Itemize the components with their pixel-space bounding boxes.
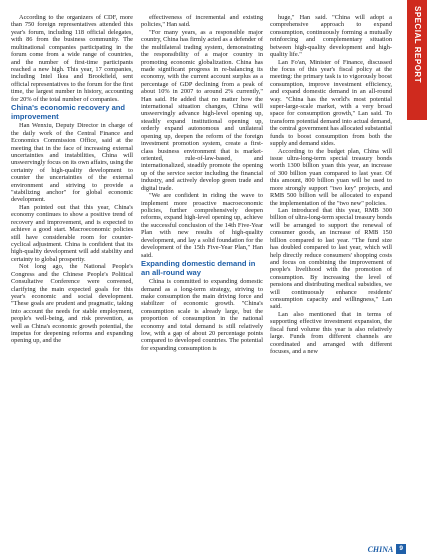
paragraph-group-2b <box>141 278 263 352</box>
col3-paragraph: Lan Fo'an, Minister of Finance, discussed the focus of this year's fiscal policy at the meeting: the primary task is to vigorously boost consumption, improve investment efficiency, and expand domestic demand in an all-round way. "China has the world's most potential super-large-scale market, with a very broad space for consumption growth," Lan said. To transform potential demand into actual demand, the central government has allocated substantial funds to boost consumption from both the supply and demand sides. <box>270 58 392 148</box>
paragraph-group-2a <box>141 14 263 259</box>
col1-paragraph: According to the organizers of CDF, more than 750 foreign representatives attended this year's forum, including 118 official delegates, with 86 from the business community. The multinational companies participating in the forum come from a wide range of countries, and the number of first-time participants reached a new high. This year, 17 companies, including Intel Ikea and Brookfield, sent official representatives to the forum for the first time, the largest number in history, accounting for 20% of the total number of companies. <box>11 14 133 103</box>
subhead-domestic-demand: Expanding domestic demand in an all-round way <box>141 258 256 277</box>
col1-paragraph: Han Wenxiu, Deputy Director in charge of the daily work of the Central Finance and Economics Commission Office, said at the meeting that in the face of increasing external uncertainties and instabilities, China will unswervingly focus on its own affairs, using the certainty of high-quality development to counter the uncertainties of the external environment and striving to provide a "stabilizing anchor" for global economic development. <box>11 122 133 204</box>
text-column-1 <box>11 14 133 345</box>
col2-paragraph: "For many years, as a responsible major country, China has firmly acted as a defender of the multilateral trading system, demonstrating the responsibility of a major country in promoting economic globalization. China has made significant progress in re-balancing its economy, with the current account surplus as a percentage of GDP declining from a peak of about 10% in 2007 to around 2% currently," Han said. He added that no matter how the international situation changes, China will unswervingly advance high-level opening up, steadily expand institutional opening up, orderly expand autonomous and unilateral opening up, deepen the reform of the foreign investment promotion system, create a first-class business environment that is market-oriented, rule-of-law-based, and internationalized, steadily promote the opening up of the service sector including the financial industry, and actively develop green trade and digital trade. <box>141 28 263 192</box>
col1-paragraph: Not long ago, the National People's Congress and the Chinese People's Political Consultative Conference were convened, clarifying the main expected goals for this year's economic and social development. "These goals are prudent and pragmatic, taking into account the needs for stable employment, people's well-being, and risk prevention, as well as China's economic growth potential, the impetus for deepening reforms and expanding opening up, and the <box>11 263 133 345</box>
col3-paragraph: Lan also mentioned that in terms of supporting effective investment expansion, the fiscal fund volume this year is also relatively large. Funds from different channels are coordinated and arranged with different focuses, and a new <box>270 310 392 355</box>
subhead-economic-recovery: China's economic recovery and improvement <box>11 103 126 121</box>
col3-paragraph: huge," Han said. "China will adopt a comprehensive approach to expand consumption, continuously forming a mutually reinforcing and complementary situation between high-quality development and high-quality life." <box>270 14 392 59</box>
col2-paragraph: "We are confident in riding the wave to implement more proactive macroeconomic policies, further comprehensively deepen reforms, expand high-level opening up, achieve the successful conclusion of the 14th Five-Year Plan with new results of high-quality development, and lay a solid foundation for the development of the 15th Five-Year Plan," Han said. <box>141 192 263 259</box>
paragraph-group-1b <box>11 122 133 345</box>
col1-paragraph: Han pointed out that this year, China's economy continues to show a positive trend of recovery and improvement, and is expected to achieve a good start. Macroeconomic policies still have considerable room for counter-cyclical adjustment. China is confident that its high-quality development will add stability and certainty to global prosperity. <box>11 203 133 263</box>
col2-paragraph: effectiveness of incremental and existing policies," Han said. <box>141 14 263 29</box>
text-column-3 <box>270 14 392 355</box>
col3-paragraph: According to the budget plan, China will issue ultra-long-term special treasury bonds worth 1300 billion yuan this year, an increase of 300 billion yuan compared to last year. Of this amount, 800 billion yuan will be used to more strongly support "two key" projects, and RMB 500 billion will be allocated to expand the implementation of the "two new" policies. <box>270 147 392 207</box>
page-number: 9 <box>396 544 406 554</box>
section-tab-label: SPECIAL REPORT <box>413 6 422 84</box>
paragraph-group-3a <box>270 14 392 355</box>
section-tab <box>407 0 427 120</box>
col3-paragraph: Lan introduced that this year, RMB 300 billion of ultra-long-term special treasury bonds will be arranged to support the renewal of consumer goods, an increase of RMB 150 billion compared to last year. "The fund size has doubled compared to last year, which will help directly reduce consumers' shopping costs and focus on combining the improvement of people's livelihood with the promotion of consumption. By increasing the level of pensions and distributing medical subsidies, we will continuously enhance residents' consumption capacity and willingness," Lan said. <box>270 206 392 311</box>
paragraph-group-1a <box>11 14 133 103</box>
text-column-2 <box>141 14 263 352</box>
col2-paragraph: China is committed to expanding domestic demand as a long-term strategy, striving to make consumption the main driving force and stabilizer of economic growth. "China's consumption scale is already large, but the proportion of consumption in the national economy and total demand is still relatively low, with a gap of about 20 percentage points compared to developed countries. The potential for expanding consumption is <box>141 278 263 352</box>
page-footer <box>368 544 406 554</box>
magazine-name: CHINA <box>367 544 394 554</box>
